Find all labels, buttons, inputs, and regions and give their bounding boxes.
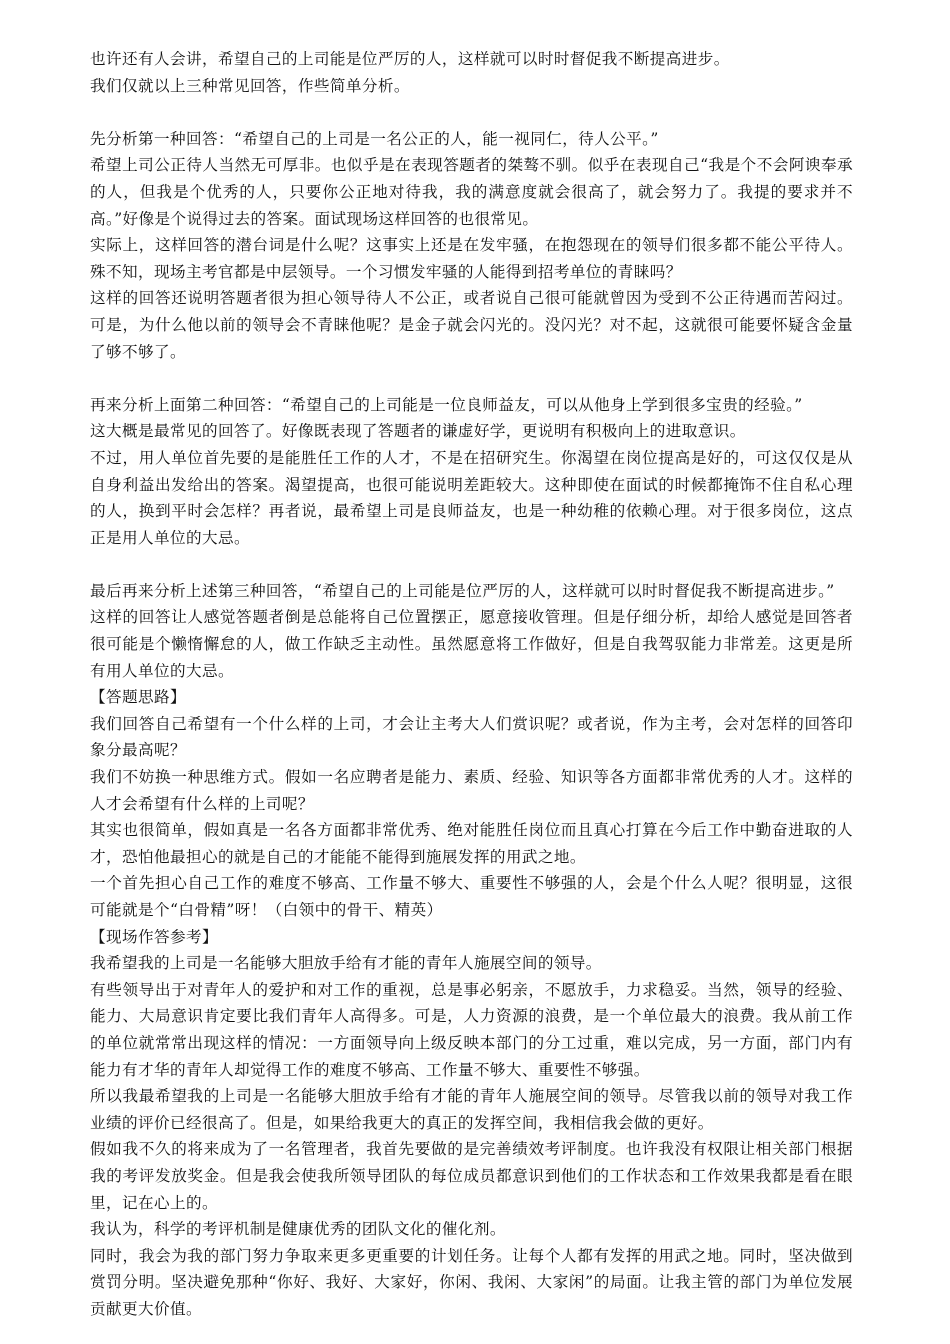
section-heading: 【现场作答参考】	[90, 927, 218, 946]
paragraph: 不过，用人单位首先要的是能胜任工作的人才，不是在招研究生。你渴望在岗位提高是好的，可这仅仅是从自身利益出发给出的答案。渴望提高，也很可能说明差距较大。这种即使在面试的时候都掩饰不住自私心理的人，换到平时会怎样？再者说，最希望上司是良师益友，也是一种幼稚的依赖心理。对于很多岗位，这点正是用人单位的大忌。	[90, 448, 853, 547]
paragraph: 其实也很简单，假如真是一名各方面都非常优秀、绝对能胜任岗位而且真心打算在今后工作中勤奋进取的人才，恐怕他最担心的就是自己的才能能不能得到施展发挥的用武之地。	[90, 821, 853, 866]
paragraph: 希望上司公正待人当然无可厚非。也似乎是在表现答题者的桀骜不驯。似乎在表现自己“我是个不会阿谀奉承的人，但我是个优秀的人，只要你公正地对待我，我的满意度就会很高了，就会努力了。我提的要求并不高。”好像是个说得过去的答案。面试现场这样回答的也很常见。	[90, 156, 853, 228]
paragraph: 这样的回答让人感觉答题者倒是总能将自己位置摆正，愿意接收管理。但是仔细分析，却给人感觉是回答者很可能是个懒惰懈怠的人，做工作缺乏主动性。虽然愿意将工作做好，但是自我驾驭能力非常差。这更是所有用人单位的大忌。	[90, 608, 853, 680]
paragraph: 一个首先担心自己工作的难度不够高、工作量不够大、重要性不够强的人，会是个什么人呢？很明显，这很可能就是个“白骨精”呀！（白领中的骨干、精英）	[90, 874, 853, 919]
paragraph: 我们回答自己希望有一个什么样的上司，才会让主考大人们赏识呢？或者说，作为主考，会对怎样的回答印象分最高呢？	[90, 714, 853, 760]
paragraph: 最后再来分析上述第三种回答，“希望自己的上司能是位严厉的人，这样就可以时时督促我不断提高进步。”	[90, 581, 835, 600]
paragraph: 同时，我会为我的部门努力争取来更多更重要的计划任务。让每个人都有发挥的用武之地。同时，坚决做到赏罚分明。坚决避免那种“你好、我好、大家好，你闲、我闲、大家闲”的局面。让我主管的部门为单位发展贡献更大价值。	[90, 1246, 853, 1318]
paragraph: 我希望我的上司是一名能够大胆放手给有才能的青年人施展空间的领导。	[90, 954, 602, 973]
paragraph: 也许还有人会讲，希望自己的上司能是位严厉的人，这样就可以时时督促我不断提高进步。	[90, 50, 730, 68]
paragraph: 先分析第一种回答：“希望自己的上司是一名公正的人，能一视同仁，待人公平。”	[90, 129, 659, 148]
section-heading: 【答题思路】	[90, 688, 186, 707]
paragraph: 实际上，这样回答的潜台词是什么呢？这事实上还是在发牢骚，在抱怨现在的领导们很多都不能公平待人。殊不知，现场主考官都是中层领导。一个习惯发牢骚的人能得到招考单位的青睐吗？	[90, 236, 853, 281]
paragraph: 所以我最希望我的上司是一名能够大胆放手给有才能的青年人施展空间的领导。尽管我以前的领导对我工作业绩的评价已经很高了。但是，如果给我更大的真正的发挥空间，我相信我会做的更好。	[90, 1087, 853, 1132]
blank-line	[90, 365, 853, 392]
blank-line	[90, 99, 853, 126]
paragraph: 我们不妨换一种思维方式。假如一名应聘者是能力、素质、经验、知识等各方面都非常优秀的人才。这样的人才会希望有什么样的上司呢？	[90, 768, 853, 813]
paragraph: 我认为，科学的考评机制是健康优秀的团队文化的催化剂。	[90, 1220, 506, 1239]
paragraph: 再来分析上面第二种回答：“希望自己的上司能是一位良师益友，可以从他身上学到很多宝贵的经验。”	[90, 395, 803, 414]
paragraph: 这大概是最常见的回答了。好像既表现了答题者的谦虚好学，更说明有积极向上的进取意识。	[90, 422, 746, 441]
document-page	[90, 46, 853, 1323]
paragraph: 这样的回答还说明答题者很为担心领导待人不公正，或者说自己很可能就曾因为受到不公正待遇而苦闷过。可是，为什么他以前的领导会不青睐他呢？是金子就会闪光的。没闪光？对不起，这就很可能要怀疑含金量了够不够了。	[90, 289, 853, 361]
paragraph: 有些领导出于对青年人的爱护和对工作的重视，总是事必躬亲，不愿放手，力求稳妥。当然，领导的经验、能力、大局意识肯定要比我们青年人高得多。可是，人力资源的浪费，是一个单位最大的浪费。我从前工作的单位就常常出现这样的情况：一方面领导向上级反映本部门的分工过重，难以完成，另一方面，部门内有能力有才华的青年人却觉得工作的难度不够高、工作量不够大、重要性不够强。	[90, 980, 853, 1079]
paragraph: 假如我不久的将来成为了一名管理者，我首先要做的是完善绩效考评制度。也许我没有权限让相关部门根据我的考评发放奖金。但是我会使我所领导团队的每位成员都意识到他们的工作状态和工作效果我都是看在眼里，记在心上的。	[90, 1140, 853, 1212]
blank-line	[90, 551, 853, 578]
paragraph: 我们仅就以上三种常见回答，作些简单分析。	[90, 76, 410, 95]
